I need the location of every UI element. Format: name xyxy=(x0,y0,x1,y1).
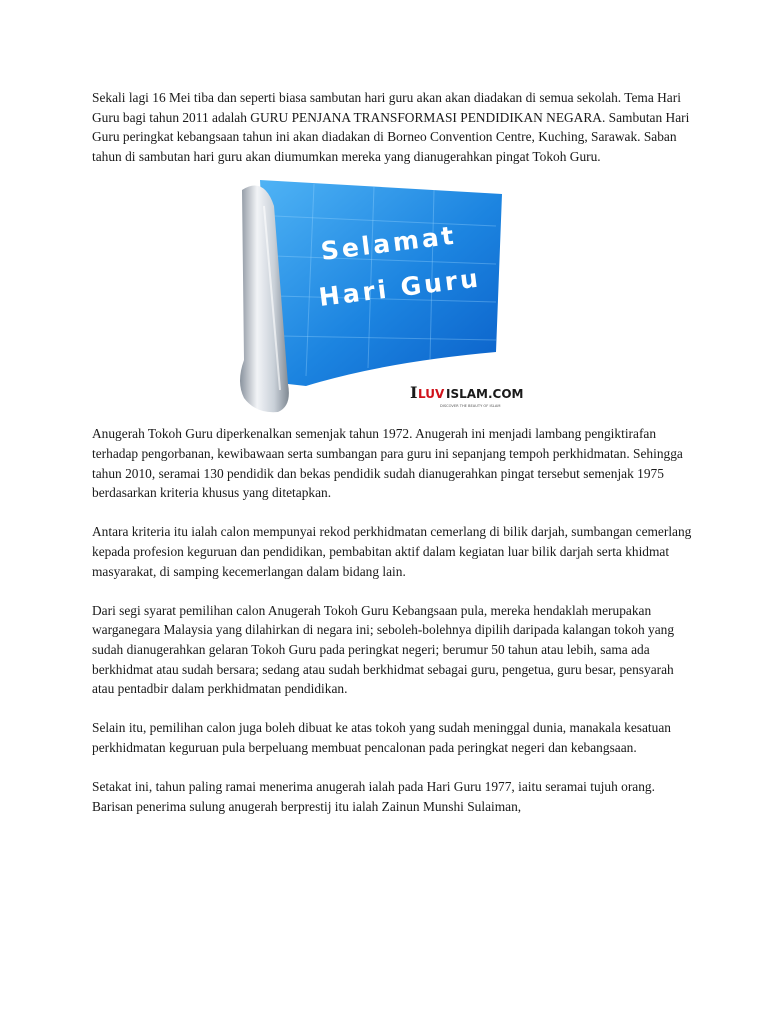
banner-line1: Selamat xyxy=(319,220,458,267)
body-paragraph-2: Antara kriteria itu ialah calon mempunyai rekod perkhidmatan cemerlang di bilik darjah, sumbangan cemerlang kepada profesion keguruan dan pendidikan, pembabitan aktif dalam kegiatan luar bilik darjah serta khidmat masyarakat, di samping kecemerlangan dalam bidang lain. xyxy=(92,524,692,579)
body-paragraph-1: Anugerah Tokoh Guru diperkenalkan semenjak tahun 1972. Anugerah ini menjadi lambang pengiktirafan terhadap pengorbanan, kewibawaan serta sumbangan para guru ini sepanjang tempoh perkhidmatan. Sehingga tahun 2010, seramai 130 pendidik dan bekas pendidik sudah dianugerahkan pingat tersebut semenjak 1975 berdasarkan kriteria khusus yang ditetapkan. xyxy=(92,426,683,501)
svg-text:LUV: LUV xyxy=(418,387,445,402)
svg-text:ISLAM.COM: ISLAM.COM xyxy=(446,387,524,402)
body-paragraph-5: Setakat ini, tahun paling ramai menerima anugerah ialah pada Hari Guru 1977, iaitu seramai tujuh orang. Barisan penerima sulung anugerah berprestij itu ialah Zainun Munshi Sulaiman, xyxy=(92,779,655,814)
selamat-hari-guru-banner xyxy=(234,176,524,414)
iluvislam-logo xyxy=(410,383,524,408)
body-paragraph-4: Selain itu, pemilihan calon juga boleh dibuat ke atas tokoh yang sudah meninggal dunia, manakala kesatuan perkhidmatan keguruan pula berpeluang membuat pencalonan pada peringkat negeri dan kebangsaan. xyxy=(92,720,671,755)
document-page xyxy=(92,88,692,836)
svg-text:I: I xyxy=(410,383,418,403)
svg-text:DISCOVER THE BEAUTY OF ISLAM: DISCOVER THE BEAUTY OF ISLAM xyxy=(440,404,501,409)
body-paragraph-3: Dari segi syarat pemilihan calon Anugerah Tokoh Guru Kebangsaan pula, mereka hendaklah merupakan warganegara Malaysia yang dilahirkan di negara ini; seboleh-bolehnya dipilih daripada kalangan tokoh yang sudah dianugerahkan gelaran Tokoh Guru pada peringkat negeri; berumur 50 tahun atau lebih, sama ada berkhidmat atau sudah bersara; sedang atau sudah berkhidmat sebagai guru, pengetua, guru besar, pensyarah atau pentadbir dalam perkhidmatan pendidikan. xyxy=(92,602,675,697)
banner-line2: Hari Guru xyxy=(317,263,483,313)
intro-paragraph: Sekali lagi 16 Mei tiba dan seperti biasa sambutan hari guru akan akan diadakan di semua sekolah. Tema Hari Guru bagi tahun 2011 adalah GURU PENJANA TRANSFORMASI PENDIDIKAN NEGARA. Sambutan Hari Guru peringkat kebangsaan tahun ini akan diadakan di Borneo Convention Centre, Kuching, Sarawak. Saban tahun di sambutan hari guru akan diumumkan mereka yang dianugerahkan pingat Tokoh Guru. xyxy=(92,90,690,164)
